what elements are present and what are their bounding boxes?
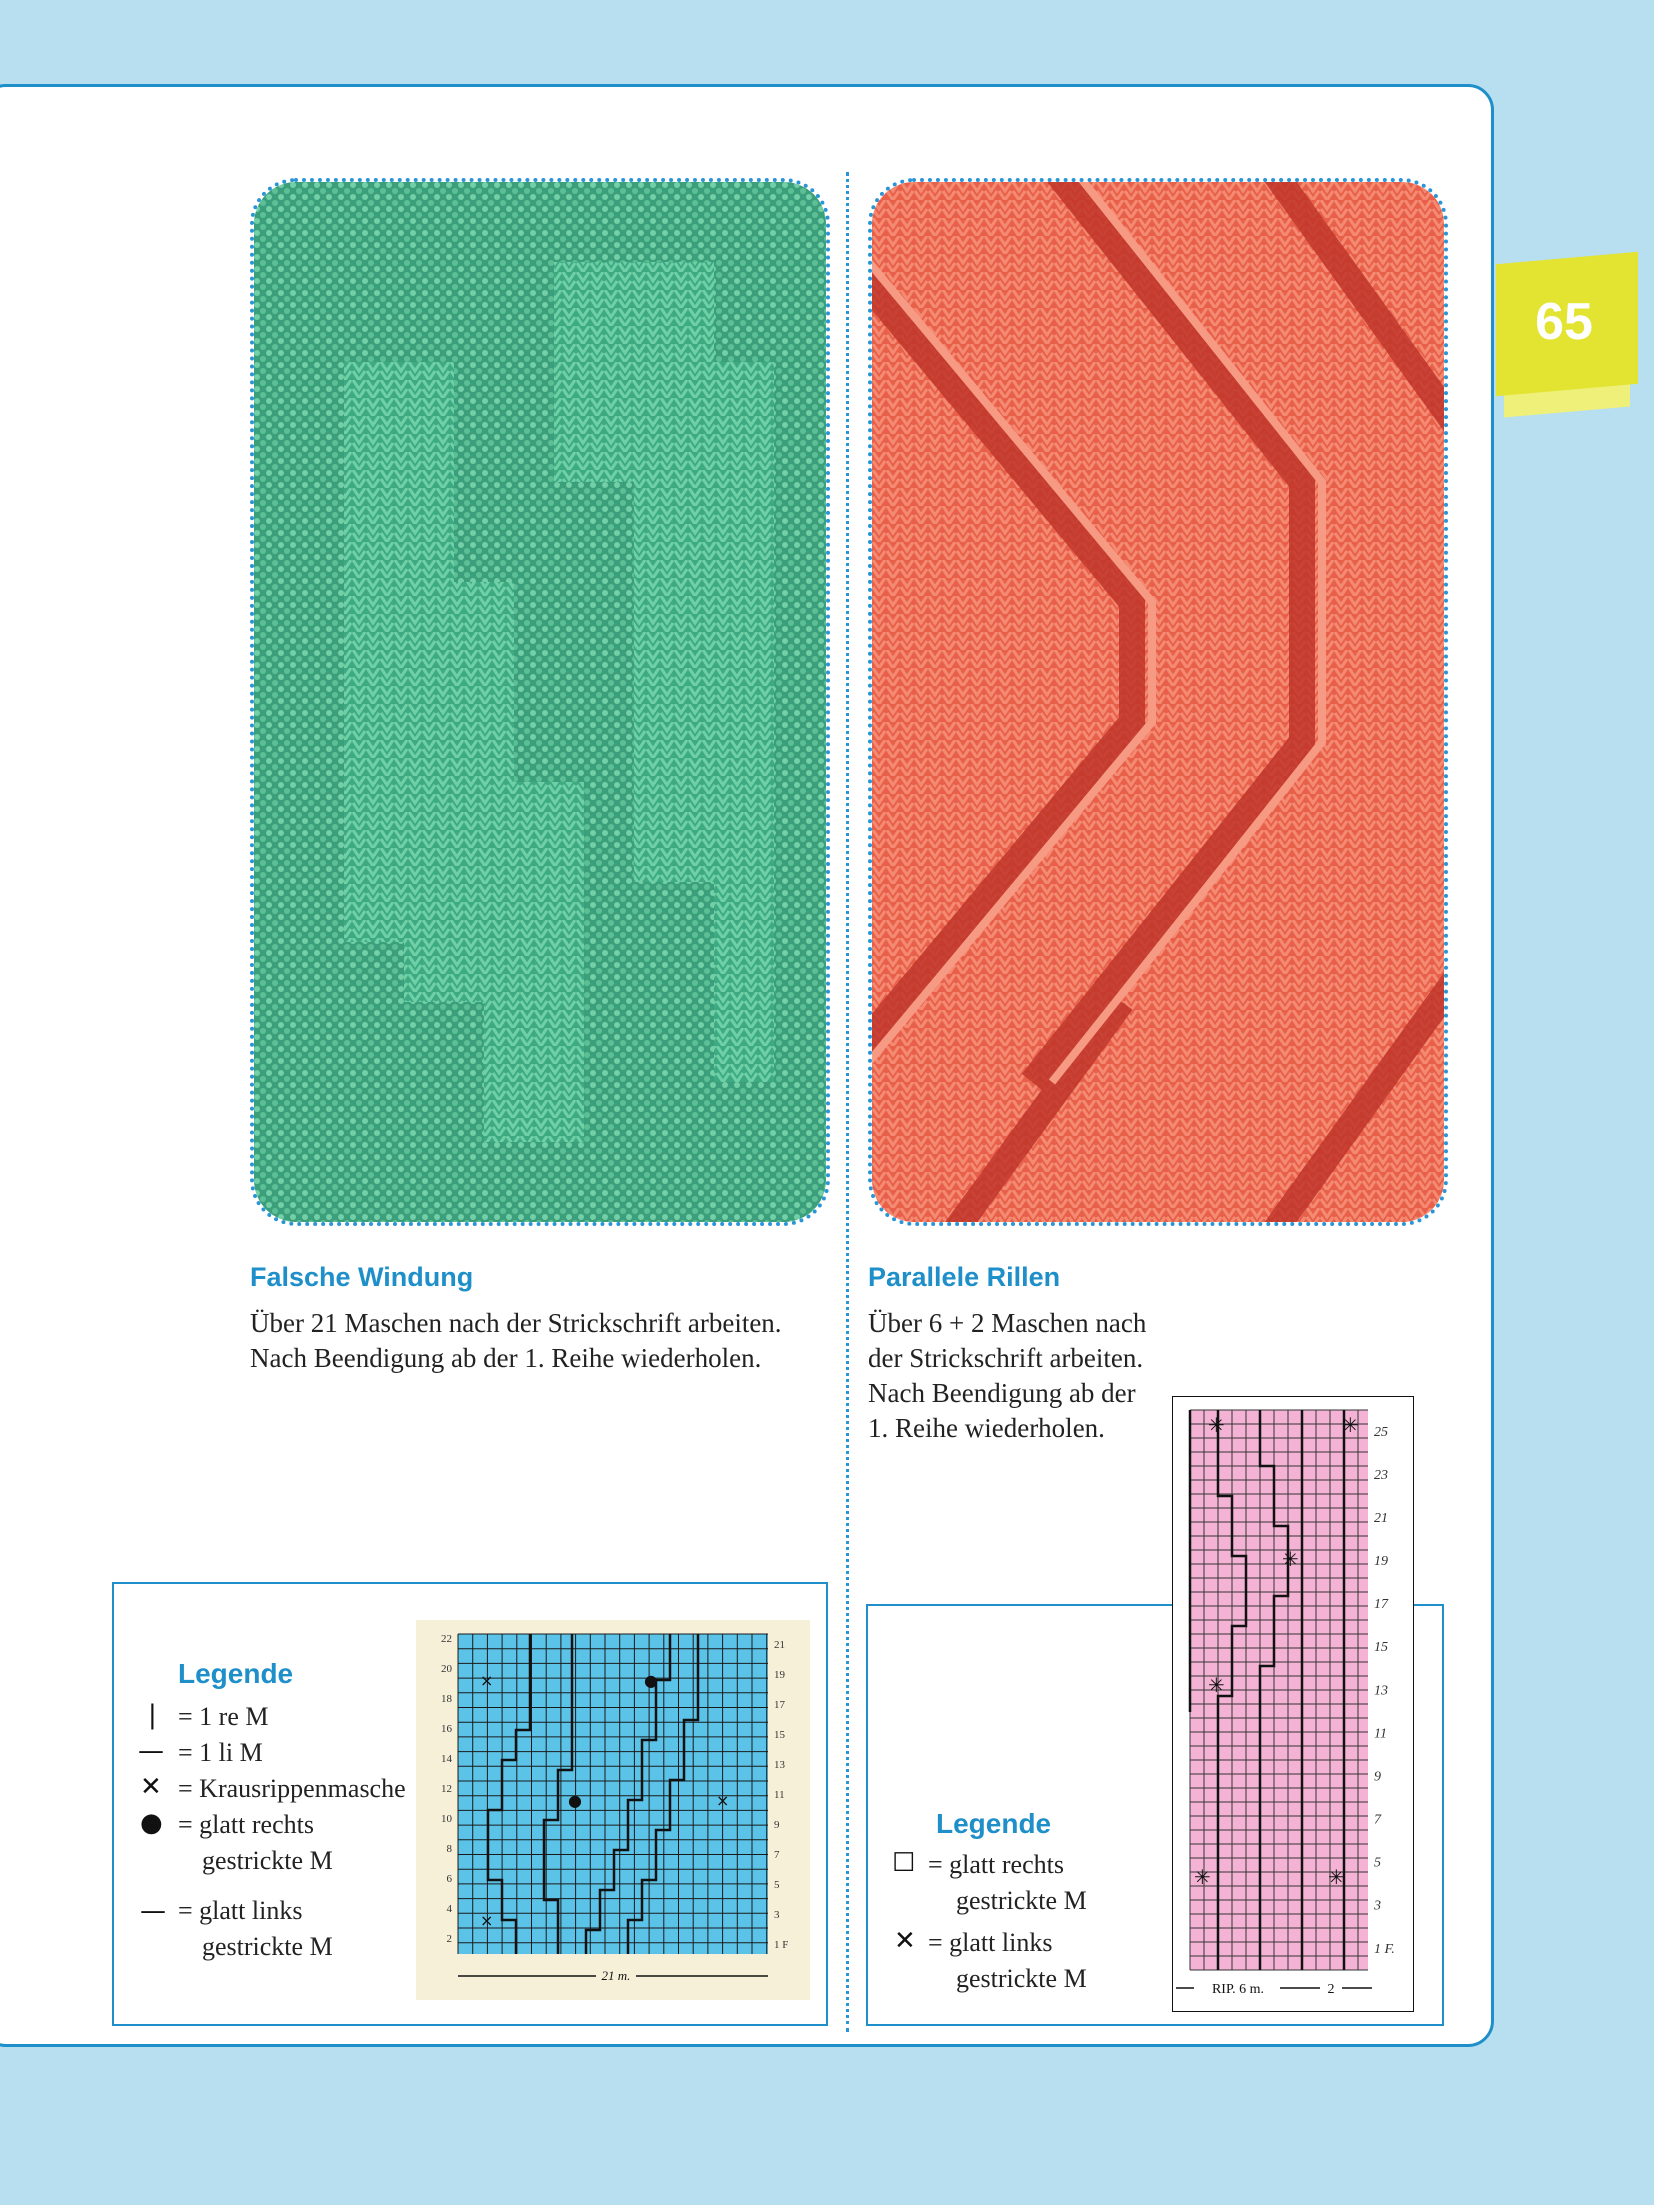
- legend-title-right: Legende: [936, 1808, 1052, 1839]
- desc-line: Über 21 Maschen nach der Strickschrift arbeiten.: [250, 1308, 782, 1338]
- chart-row-label: 18: [441, 1693, 452, 1705]
- desc-line: Nach Beendigung ab der 1. Reihe wiederholen.: [250, 1343, 762, 1373]
- chart-row-label: 23: [1374, 1467, 1388, 1483]
- chart-row-label: 7: [774, 1849, 780, 1861]
- chart-cross-mark: ×: [480, 1911, 494, 1930]
- chart-row-label: 17: [1374, 1597, 1388, 1613]
- chart-row-label: 14: [441, 1753, 452, 1765]
- chart-row-label: 1 F.: [1374, 1941, 1395, 1957]
- chart-width-label: 21 m.: [601, 1968, 631, 1983]
- chart-cross-mark: ×: [716, 1791, 730, 1810]
- legend-item: = glatt links: [928, 1928, 1053, 1957]
- chart-row-label: 10: [441, 1813, 452, 1825]
- legend-item-cont: gestrickte M: [956, 1964, 1087, 1993]
- chart-row-label: 19: [1374, 1554, 1388, 1570]
- desc-line: 1. Reihe wiederholen.: [868, 1413, 1105, 1443]
- chart-row-label: 3: [774, 1909, 780, 1921]
- pattern-title-left: Falsche Windung: [250, 1262, 474, 1292]
- chart-row-label: 17: [774, 1699, 785, 1711]
- pattern-title-right: Parallele Rillen: [868, 1262, 1061, 1292]
- cross-icon: ✕: [140, 1772, 162, 1802]
- chart-row-label: 4: [446, 1903, 452, 1915]
- legend-title-left: Legende: [178, 1658, 294, 1689]
- chart-width-label: RIP. 6 m.: [1211, 1982, 1265, 1997]
- chart-row-label: 3: [1374, 1898, 1381, 1914]
- legend-item: = glatt links: [178, 1896, 303, 1925]
- chart-cross-mark: ✳: [1194, 1865, 1211, 1889]
- chart-row-label: 11: [1374, 1726, 1387, 1742]
- chart-row-label: 25: [1374, 1424, 1388, 1440]
- chart-extra-label: 2: [1327, 1982, 1335, 1997]
- chart-row-label: 2: [446, 1933, 452, 1945]
- legend-item-cont: gestrickte M: [202, 1932, 333, 1961]
- pattern-description-right: [868, 1306, 1146, 1446]
- legend-item: = 1 li M: [178, 1738, 263, 1767]
- legend-item: = Krausrippenmasche: [178, 1774, 406, 1803]
- chart-cross-mark: ✳: [1208, 1673, 1225, 1697]
- legend-item: = glatt rechts: [928, 1850, 1064, 1879]
- desc-line: Nach Beendigung ab der: [868, 1378, 1136, 1408]
- chart-row-label: 13: [1374, 1683, 1388, 1699]
- horizontal-bar-icon: —: [138, 1736, 164, 1766]
- chart-row-label: 9: [774, 1819, 780, 1831]
- chart-row-label: 15: [774, 1729, 785, 1741]
- knitting-chart-right: [1172, 1396, 1414, 2012]
- dash-icon: —: [140, 1896, 166, 1926]
- chart-row-label: 15: [1374, 1640, 1388, 1656]
- cross-icon: ✕: [894, 1926, 916, 1956]
- swatch-photo-falsche-windung: [250, 178, 830, 1226]
- column-divider: [846, 172, 849, 2032]
- legend-item: = glatt rechts: [178, 1810, 314, 1839]
- dot-icon: ●: [140, 1808, 163, 1838]
- chart-row-label: 5: [1374, 1855, 1381, 1871]
- chart-dot-mark: ●: [644, 1671, 658, 1690]
- chart-cross-mark: ✳: [1342, 1413, 1359, 1437]
- chart-row-label: 8: [446, 1843, 452, 1855]
- chart-row-label: 19: [774, 1669, 785, 1681]
- chart-row-label: 5: [774, 1879, 780, 1891]
- vertical-bar-icon: |: [148, 1700, 157, 1730]
- chart-row-label: 11: [774, 1789, 785, 1801]
- chart-row-label: 20: [441, 1663, 452, 1675]
- chart-cross-mark: ×: [480, 1671, 494, 1690]
- chart-row-label: 22: [441, 1633, 452, 1645]
- chart-row-label: 6: [446, 1873, 452, 1885]
- chart-cross-mark: ✳: [1328, 1865, 1345, 1889]
- legend-item: = 1 re M: [178, 1702, 269, 1731]
- page-number: 65: [1535, 293, 1593, 351]
- chart-row-label: 1 F: [774, 1939, 789, 1951]
- chart-row-label: 9: [1374, 1769, 1381, 1785]
- pattern-description-left: [250, 1306, 782, 1376]
- chart-row-label: 21: [774, 1639, 785, 1651]
- desc-line: der Strickschrift arbeiten.: [868, 1343, 1144, 1373]
- legend-item-cont: gestrickte M: [956, 1886, 1087, 1915]
- knitting-chart-left: [416, 1620, 810, 2000]
- chart-dot-mark: ●: [568, 1791, 582, 1810]
- desc-line: Über 6 + 2 Maschen nach: [868, 1308, 1147, 1338]
- chart-cross-mark: ✳: [1282, 1547, 1299, 1571]
- chart-row-label: 16: [441, 1723, 452, 1735]
- chart-row-label: 13: [774, 1759, 785, 1771]
- chart-row-label: 21: [1374, 1511, 1388, 1526]
- chart-row-label: 12: [441, 1783, 452, 1795]
- chart-cross-mark: ✳: [1208, 1413, 1225, 1437]
- legend-item-cont: gestrickte M: [202, 1846, 333, 1875]
- square-icon: ☐: [892, 1848, 916, 1878]
- swatch-photo-parallele-rillen: [868, 178, 1448, 1226]
- chart-row-label: 7: [1374, 1812, 1381, 1828]
